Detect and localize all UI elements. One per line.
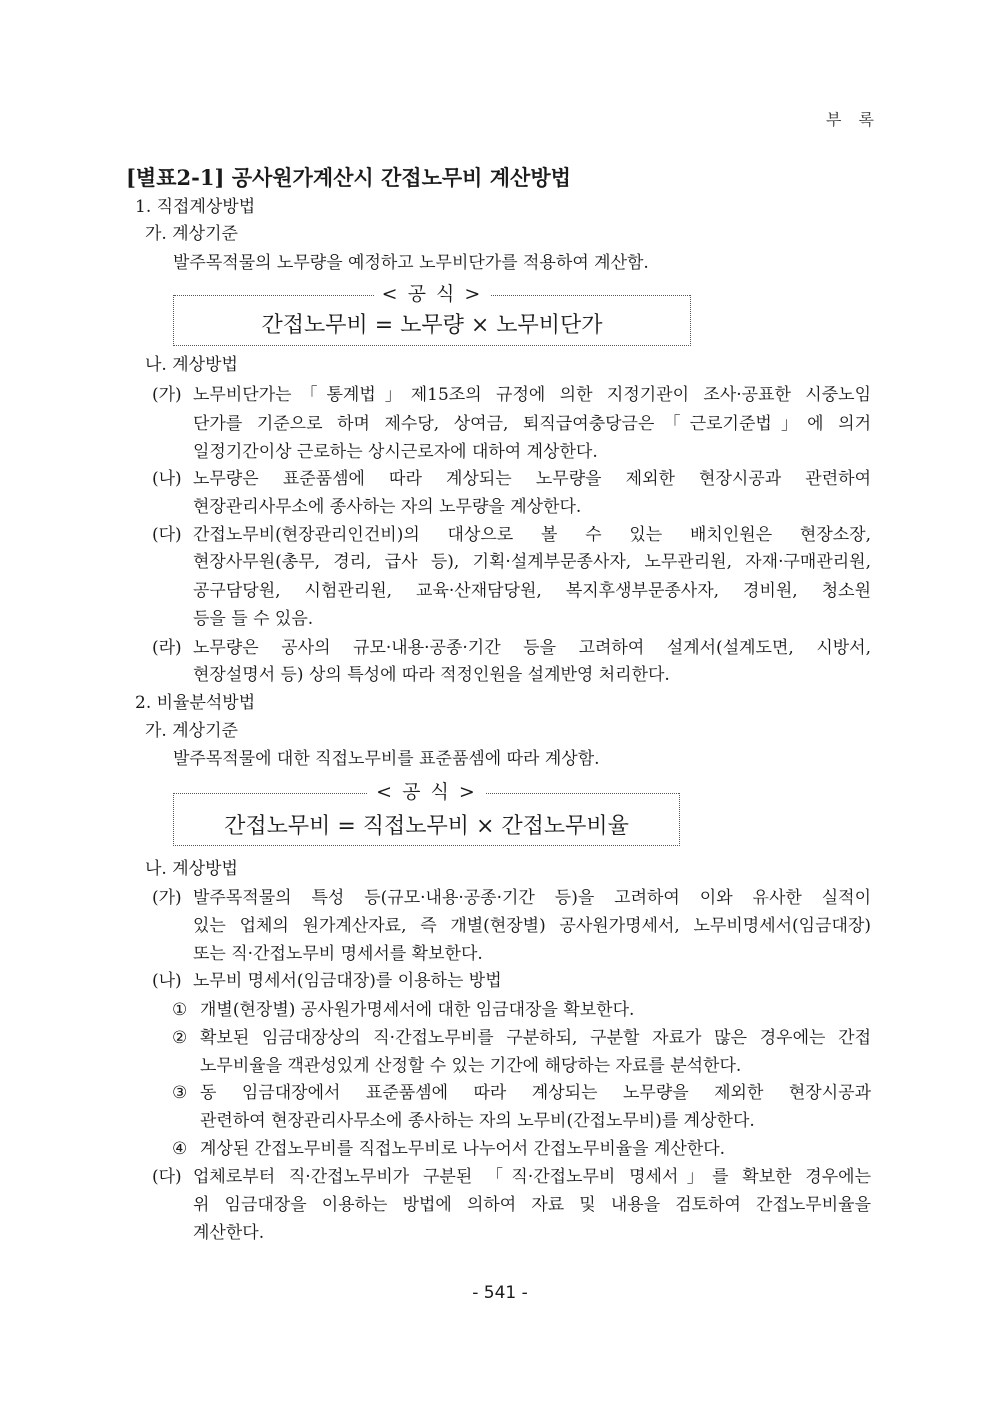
section-2-heading: 2. 비율분석방법 (135, 693, 256, 713)
item-label: (다) (152, 1167, 182, 1187)
paragraph-line: 업체로부터 직·간접노무비가 구분된 「직·간접노무비 명세서」를 확보한 경우에는 (193, 1167, 871, 1187)
item-label: (가) (152, 385, 182, 405)
formula-2: 간접노무비 = 직접노무비 × 간접노무비율 (224, 814, 629, 839)
numbered-item-line: 계상된 간접노무비를 직접노무비로 나누어서 간접노무비율을 계산한다. (200, 1139, 726, 1159)
item-label: (가) (152, 888, 182, 908)
paragraph-line: 현장관리사무소에 종사하는 자의 노무량을 계상한다. (193, 497, 582, 517)
formula-box-2-title: < 공 식 > (174, 780, 679, 804)
paragraph-line: 위 임금대장을 이용하는 방법에 의하여 자료 및 내용을 검토하여 간접노무비율을 (193, 1195, 871, 1215)
numbered-item-line: 관련하여 현장관리사무소에 종사하는 자의 노무비(간접노무비)를 계상한다. (200, 1111, 755, 1131)
running-header: 부 록 (826, 110, 880, 129)
numbered-item-line: 동 임금대장에서 표준품셈에 따라 계상되는 노무량을 제외한 현장시공과 (200, 1083, 871, 1103)
section-2b-heading: 나. 계상방법 (145, 859, 238, 879)
numbered-item-marker: ② (172, 1028, 188, 1048)
item-label: (나) (152, 971, 182, 991)
section-1b-heading: 나. 계상방법 (145, 355, 238, 375)
formula-box-1 (173, 283, 691, 346)
page-number: - 541 - (472, 1283, 528, 1303)
numbered-item-line: 확보된 임금대장상의 직·간접노무비를 구분하되, 구분할 자료가 많은 경우에는 간접 (200, 1028, 871, 1048)
item-label: (나) (152, 469, 182, 489)
numbered-item-marker: ④ (172, 1139, 188, 1159)
page-title: [별표2-1] 공사원가계산시 간접노무비 계산방법 (126, 165, 571, 190)
paragraph-line: 노무량은 표준품셈에 따라 계상되는 노무량을 제외한 현장시공과 관련하여 (193, 469, 871, 489)
paragraph-line: 또는 직·간접노무비 명세서를 확보한다. (193, 944, 483, 964)
paragraph-line: 현장설명서 등) 상의 특성에 따라 적정인원을 설계반영 처리한다. (193, 665, 670, 685)
numbered-item-marker: ③ (172, 1083, 188, 1103)
section-1a-heading: 가. 계상기준 (145, 224, 238, 244)
paragraph-line: 현장사무원(총무, 경리, 급사 등), 기획·설계부문종사자, 노무관리원, 자재·구매관리원, (193, 552, 871, 572)
paragraph-line: 단가를 기준으로 하며 제수당, 상여금, 퇴직급여충당금은「근로기준법」에 의거 (193, 414, 871, 434)
paragraph-line: 노무비 명세서(임금대장)를 이용하는 방법 (193, 971, 502, 991)
section-2a-text: 발주목적물에 대한 직접노무비를 표준품셈에 따라 계상함. (173, 749, 600, 769)
formula-1: 간접노무비 = 노무량 × 노무비단가 (261, 313, 603, 338)
paragraph-line: 발주목적물의 특성 등(규모·내용·공종·기간 등)을 고려하여 이와 유사한 실적이 (193, 888, 871, 908)
paragraph-line: 간접노무비(현장관리인건비)의 대상으로 볼 수 있는 배치인원은 현장소장, (193, 525, 871, 545)
paragraph-line: 노무비단가는「통계법」제15조의 규정에 의한 지정기관이 조사·공표한 시중노임 (193, 385, 871, 405)
paragraph-line: 노무량은 공사의 규모·내용·공종·기간 등을 고려하여 설계서(설계도면, 시방서, (193, 638, 871, 658)
formula-box-1-title: < 공 식 > (174, 282, 690, 306)
numbered-item-line: 개별(현장별) 공사원가명세서에 대한 임금대장을 확보한다. (200, 1000, 635, 1020)
paragraph-line: 일정기간이상 근로하는 상시근로자에 대하여 계상한다. (193, 442, 598, 462)
numbered-item-marker: ① (172, 1000, 188, 1020)
paragraph-line: 공구담당원, 시험관리원, 교육·산재담당원, 복지후생부문종사자, 경비원, 청소원 (193, 581, 871, 601)
paragraph-line: 등을 들 수 있음. (193, 609, 314, 629)
paragraph-line: 있는 업체의 원가계산자료, 즉 개별(현장별) 공사원가명세서, 노무비명세서(임금대장) (193, 916, 871, 936)
formula-box-2 (173, 781, 680, 846)
item-label: (다) (152, 525, 182, 545)
section-1-heading: 1. 직접계상방법 (135, 197, 256, 217)
section-1a-text: 발주목적물의 노무량을 예정하고 노무비단가를 적용하여 계산함. (173, 253, 649, 273)
item-label: (라) (152, 638, 182, 658)
numbered-item-line: 노무비율을 객관성있게 산정할 수 있는 기간에 해당하는 자료를 분석한다. (200, 1056, 742, 1076)
paragraph-line: 계산한다. (193, 1223, 265, 1243)
section-2a-heading: 가. 계상기준 (145, 721, 238, 741)
